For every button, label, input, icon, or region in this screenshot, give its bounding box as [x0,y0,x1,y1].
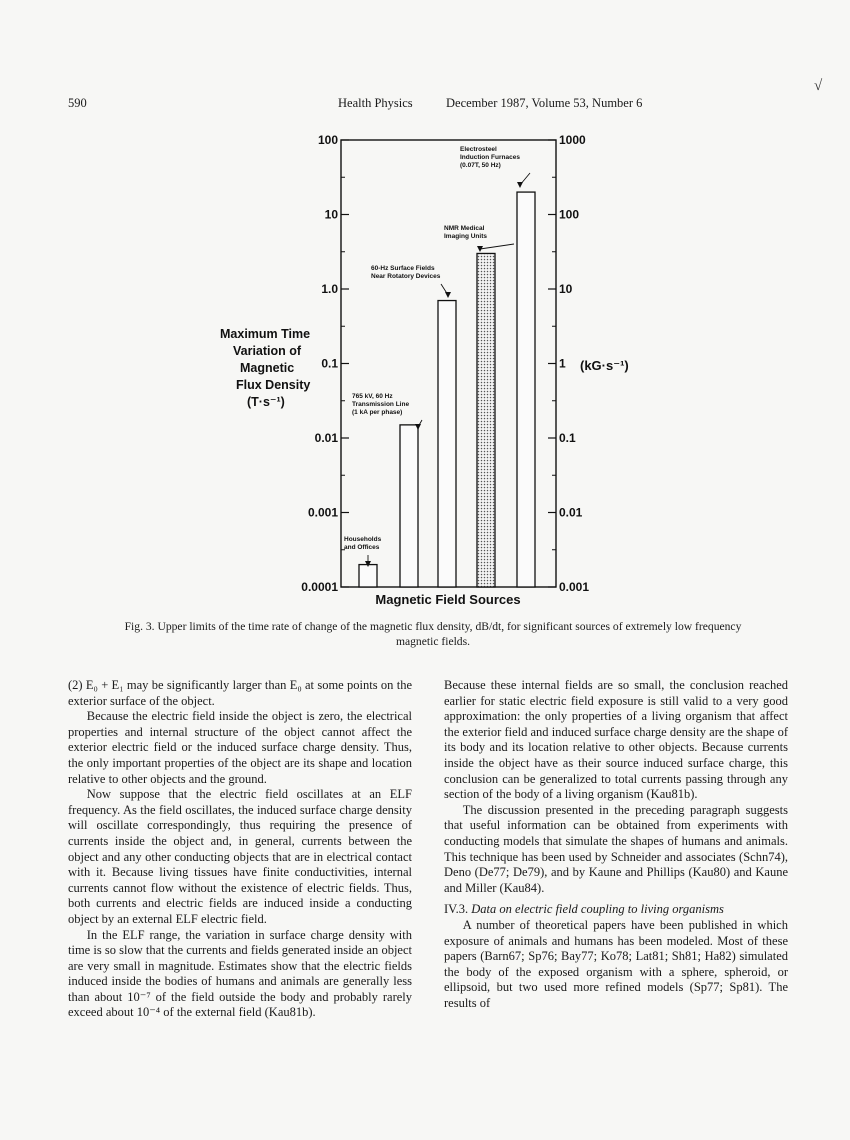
bar-annotation-line: 765 kV, 60 Hz [352,393,393,400]
left-column [68,678,412,1021]
bar [359,565,377,587]
left-axis [301,133,349,594]
right-tick-label: 1 [559,356,566,371]
bar-annotation-line: (1 kA per phase) [352,409,403,416]
right-tick-label: 1000 [559,133,586,147]
right-axis-label: (kG·s⁻¹) [580,358,629,373]
margin-check-mark: √ [814,78,823,94]
figure-caption: Fig. 3. Upper limits of the time rate of change of the magnetic flux density, dB/dt, for significant sources of extremely low frequency magnetic fields. [124,620,742,648]
page-number: 590 [68,96,87,110]
bar-annotation-line: Imaging Units [444,233,487,240]
paragraph: (2) E₀ + E₁ may be significantly larger than E₀ at some points on the exterior surface of the object. [68,678,412,708]
bar-annotation-line: Near Rotatory Devices [371,273,441,280]
right-tick-label: 100 [559,207,580,222]
right-column [444,678,788,1011]
bar-annotation-line: 60-Hz Surface Fields [371,265,435,272]
bar-annotation-line: and Offices [344,544,380,551]
paragraph: In the ELF range, the variation in surface charge density with time is so slow that the currents and fields generated inside an object are very small in magnitude. Estimates show that the electric fields induced inside the bodies of humans and animals are generally less than about 10⁻⁷ of the field outside the body and probably rarely exceed about 10⁻⁴ of the external field (Kau81b). [68,927,412,1020]
issue-info: December 1987, Volume 53, Number 6 [446,96,643,110]
x-axis-label: Magnetic Field Sources [375,592,521,607]
paragraph: A number of theoretical papers have been published in which exposure of animals and humans has been modeled. Most of these papers (Barn67; Sp76; Bay77; Ko78; Lat81; Sh81; Ha82) simulated the body of the exposed organism with a sphere, spheroid, or ellipsoid, but two used more refined models (Sp77; Sp81). The results of [444,917,788,1010]
annotation-arrowhead [517,182,523,188]
left-tick-label: 0.01 [314,431,338,445]
left-tick-label: 0.0001 [301,580,338,594]
bar-annotations [344,146,530,567]
annotation-arrow [480,244,514,249]
bar [477,253,495,587]
left-axis-label-line: Variation of [233,344,302,358]
left-axis-label-line: Magnetic [240,361,295,375]
journal-name: Health Physics [338,96,413,110]
bar [517,192,535,587]
paragraph: The discussion presented in the preceding paragraph suggests that useful information can be obtained from experiments with conducting models that simulate the shapes of humans and animals. This technique has been used by Schneider and associates (Schn74), Deno (De77; De79), and by Kaune and Phillips (Kau80) and Kaune and Miller (Kau84). [444,802,788,895]
paragraph: Because the electric field inside the object is zero, the electrical properties and internal structure of the object cannot affect the exterior electric field or the induced surface charge density. Thus, the only important properties of the object are its shape and location relative to other objects and the ground. [68,709,412,786]
left-axis-label-line: (T·s⁻¹) [247,395,285,409]
left-axis-label [220,327,310,409]
right-tick-label: 0.01 [559,505,583,520]
paragraph: Now suppose that the electric field oscillates at an ELF frequency. As the field oscillates, the induced surface charge density will oscillate correspondingly, thus requiring the presence of currents inside the object and, in general, currents between the object and any other conducting objects that are in electrical contact with it. Because living tissues have finite conductivities, internal currents cannot flow without the existence of electric fields. Thus, both currents and electric fields are induced inside a conducting object by an external ELF electric field. [68,787,412,926]
left-tick-label: 0.001 [307,505,338,520]
bar-annotation-line: Induction Furnaces [460,154,520,161]
bar [400,425,418,587]
bar [438,301,456,587]
bars [359,192,535,587]
bar-annotation-line: (0.07T, 50 Hz) [460,162,501,169]
left-tick-label: 1.0 [321,282,338,296]
right-tick-label: 0.001 [559,580,590,594]
left-tick-label: 0.1 [321,356,338,371]
section-title: Data on electric field coupling to living organisms [471,902,724,917]
paragraph: Because these internal fields are so small, the conclusion reached earlier for static electric field exposure is still valid to a very good approximation: the only properties of a living organism that affect the exterior field and induced surface charge density are the shape of its body and its location relative to other objects. Because currents inside the object have as their source induced surface charge, this conclusion can be generalized to total currents passing through any section of the body of a living organism (Kau81b). [444,678,788,802]
bar-annotation-line: Households [344,536,382,543]
left-tick-label: 100 [317,133,338,147]
section-number: IV.3. [444,902,469,917]
left-axis-label-line: Flux Density [236,378,311,392]
right-tick-label: 0.1 [559,431,576,445]
annotation-arrowhead [445,292,451,298]
bar-annotation-line: NMR Medical [444,225,485,232]
bar-annotation-line: Electrosteel [460,146,497,153]
left-axis-label-line: Maximum Time [220,327,311,341]
section-heading [444,902,788,918]
bar-annotation-line: Transmission Line [352,401,410,408]
left-tick-label: 10 [324,207,338,222]
right-tick-label: 10 [559,282,573,296]
